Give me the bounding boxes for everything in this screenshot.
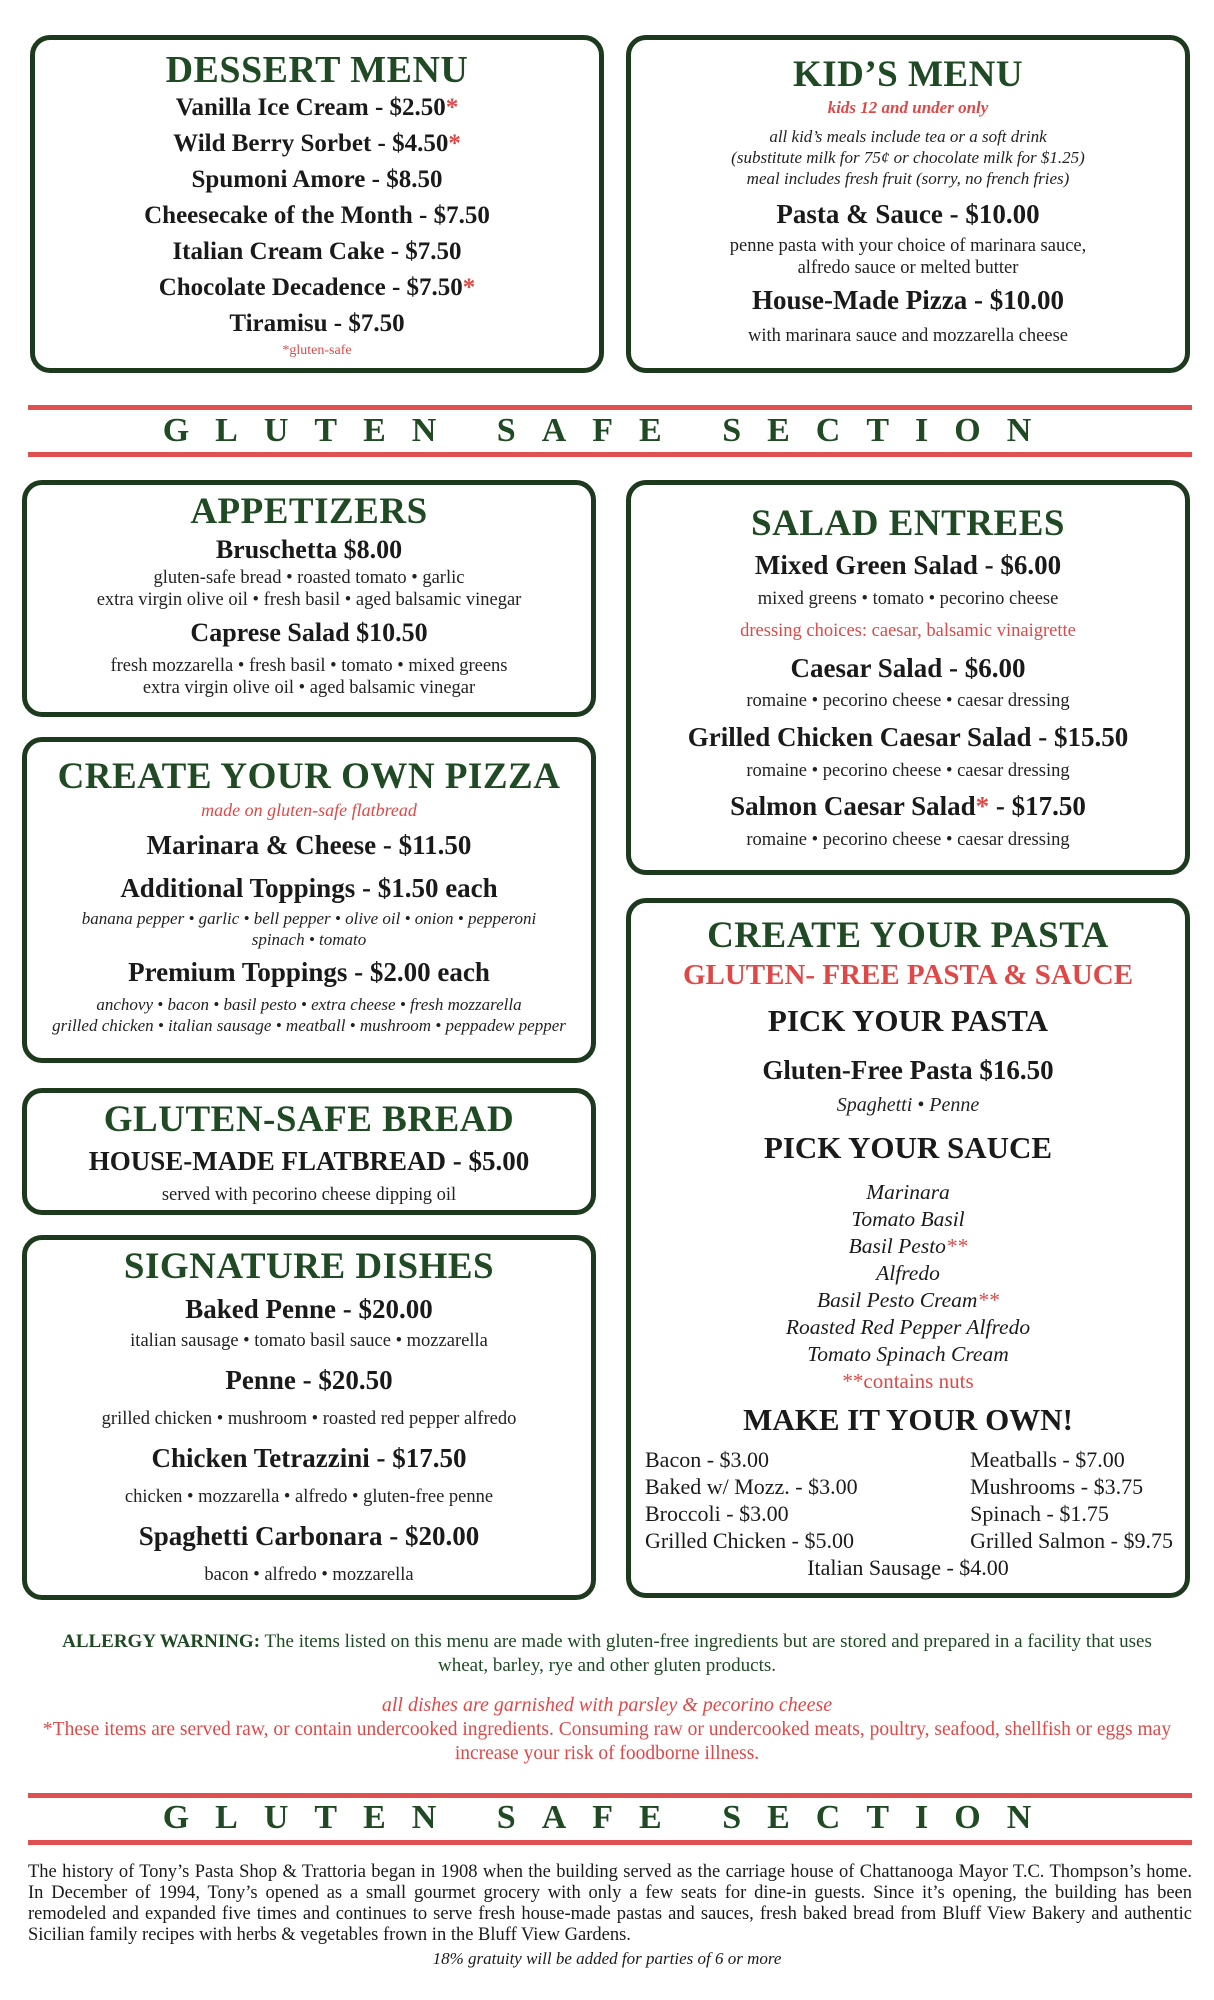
- pasta-box: [626, 898, 1190, 1598]
- signature-desc: grilled chicken • mushroom • roasted red pepper alfredo: [101, 1409, 517, 1429]
- dessert-item: Wild Berry Sorbet - $4.50*: [173, 130, 461, 157]
- appetizer-desc: gluten-safe bread • roasted tomato • garlic: [153, 568, 465, 588]
- pasta-item: Gluten-Free Pasta $16.50: [762, 1055, 1054, 1085]
- pizza-item: Marinara & Cheese - $11.50: [146, 830, 472, 860]
- sauce-item: Basil Pesto**: [848, 1234, 968, 1258]
- make-it-your-own-heading: MAKE IT YOUR OWN!: [743, 1402, 1073, 1437]
- sauce-item: Basil Pesto Cream**: [817, 1288, 999, 1312]
- pizza-toppings: grilled chicken • italian sausage • meatball • mushroom • peppadew pepper: [52, 1016, 566, 1035]
- pizza-subtitle: made on gluten-safe flatbread: [201, 800, 417, 820]
- pizza-box: [22, 737, 596, 1063]
- addons-right: [970, 1446, 1175, 1554]
- dessert-menu-box: [30, 35, 604, 373]
- addon-item: Mushrooms - $3.75: [970, 1474, 1144, 1499]
- salad-desc: romaine • pecorino cheese • caesar dressing: [746, 691, 1070, 711]
- pasta-types: Spaghetti • Penne: [836, 1094, 980, 1116]
- kids-info: meal includes fresh fruit (sorry, no french fries): [746, 169, 1070, 188]
- dressing-choices: dressing choices: caesar, balsamic vinaigrette: [740, 621, 1076, 641]
- signature-item: Spaghetti Carbonara - $20.00: [138, 1521, 480, 1551]
- kids-info: all kid’s meals include tea or a soft drink: [769, 127, 1047, 146]
- addon-item: Baked w/ Mozz. - $3.00: [645, 1474, 858, 1499]
- appetizer-desc: extra virgin olive oil • fresh basil • aged balsamic vinegar: [96, 590, 522, 610]
- appetizer-desc: extra virgin olive oil • aged balsamic vinegar: [142, 678, 476, 698]
- pizza-toppings: spinach • tomato: [251, 930, 367, 949]
- kids-item-pizza: House-Made Pizza - $10.00: [752, 285, 1064, 315]
- signature-item: Baked Penne - $20.00: [185, 1294, 433, 1324]
- dessert-item: Italian Cream Cake - $7.50: [172, 238, 462, 265]
- gluten-safe-note: *gluten-safe: [282, 343, 352, 358]
- addon-item: Italian Sausage - $4.00: [807, 1555, 1009, 1580]
- bread-box: [22, 1088, 596, 1215]
- pizza-toppings: banana pepper • garlic • bell pepper • olive oil • onion • pepperoni: [81, 909, 537, 928]
- dessert-item: Spumoni Amore - $8.50: [191, 166, 443, 193]
- gratuity-note: 18% gratuity will be added for parties of 6 or more: [432, 1949, 782, 1968]
- sauce-item: Tomato Basil: [851, 1207, 965, 1231]
- signature-box: [22, 1235, 596, 1600]
- addons-grid: [631, 1446, 1185, 1554]
- kids-item-desc: alfredo sauce or melted butter: [797, 258, 1019, 278]
- sauce-list: [631, 1179, 1185, 1368]
- pizza-title: CREATE YOUR OWN PIZZA: [57, 756, 561, 797]
- salad-item: Grilled Chicken Caesar Salad - $15.50: [687, 722, 1129, 752]
- kids-info: (substitute milk for 75¢ or chocolate milk for $1.25): [731, 148, 1085, 167]
- dessert-item: Chocolate Decadence - $7.50*: [158, 274, 476, 301]
- dessert-item: Cheesecake of the Month - $7.50: [144, 202, 490, 229]
- signature-title: SIGNATURE DISHES: [123, 1246, 495, 1287]
- dessert-item: Tiramisu - $7.50: [229, 310, 405, 337]
- bread-title: GLUTEN-SAFE BREAD: [103, 1099, 515, 1140]
- signature-desc: bacon • alfredo • mozzarella: [204, 1565, 414, 1585]
- kids-menu-title: KID’S MENU: [792, 54, 1024, 95]
- allergy-warning-text: The items listed on this menu are made with gluten-free ingredients but are stored and prepared in a facility that uses wheat, barley, rye and other gluten products.: [260, 1631, 1152, 1676]
- kids-menu-box: [626, 35, 1190, 373]
- appetizer-item: Caprese Salad $10.50: [190, 618, 428, 647]
- signature-item: Chicken Tetrazzini - $17.50: [151, 1443, 467, 1473]
- dessert-item: Vanilla Ice Cream - $2.50*: [175, 94, 459, 121]
- dessert-menu-title: DESSERT MENU: [165, 49, 469, 91]
- pizza-item: Premium Toppings - $2.00 each: [128, 957, 490, 987]
- salad-desc: mixed greens • tomato • pecorino cheese: [757, 589, 1059, 609]
- gluten-safe-banner: GLUTEN SAFE SECTION: [162, 412, 1058, 449]
- gluten-safe-banner: GLUTEN SAFE SECTION: [162, 1799, 1058, 1836]
- pick-pasta-heading: PICK YOUR PASTA: [767, 1003, 1049, 1038]
- divider-line: [28, 452, 1192, 457]
- appetizer-item: Bruschetta $8.00: [215, 535, 403, 564]
- sauce-item: Marinara: [866, 1180, 950, 1204]
- addon-item: Spinach - $1.75: [970, 1501, 1109, 1526]
- addons-left: [641, 1446, 858, 1554]
- kids-item-desc: penne pasta with your choice of marinara sauce,: [729, 236, 1087, 256]
- sauce-item: Roasted Red Pepper Alfredo: [785, 1315, 1031, 1339]
- contains-nuts-note: **contains nuts: [842, 1369, 974, 1393]
- addon-item: Broccoli - $3.00: [645, 1501, 789, 1526]
- kids-item-pasta: Pasta & Sauce - $10.00: [776, 199, 1040, 229]
- addon-item: Meatballs - $7.00: [970, 1447, 1125, 1472]
- appetizer-desc: fresh mozzarella • fresh basil • tomato • mixed greens: [110, 656, 508, 676]
- salad-box: [626, 480, 1190, 875]
- appetizers-title: APPETIZERS: [190, 491, 428, 532]
- pasta-title: CREATE YOUR PASTA: [707, 915, 1109, 956]
- allergy-warning: [36, 1630, 1178, 1678]
- salad-item: Salmon Caesar Salad* - $17.50: [730, 791, 1086, 821]
- salad-item: Mixed Green Salad - $6.00: [754, 550, 1062, 580]
- kids-item-desc: with marinara sauce and mozzarella cheese: [748, 326, 1068, 346]
- appetizers-box: [22, 480, 596, 717]
- addon-item: Grilled Chicken - $5.00: [645, 1528, 854, 1553]
- pick-sauce-heading: PICK YOUR SAUCE: [763, 1130, 1053, 1165]
- salad-desc: romaine • pecorino cheese • caesar dressing: [746, 830, 1070, 850]
- dessert-items: [35, 90, 599, 342]
- salad-item: Caesar Salad - $6.00: [790, 653, 1026, 683]
- salad-title: SALAD ENTREES: [751, 503, 1065, 544]
- raw-food-warning: *These items are served raw, or contain undercooked ingredients. Consuming raw or undercooked meats, poultry, seafood, shellfish or eggs may increase your risk of foodborne illness.: [42, 1719, 1172, 1764]
- kids-age-note: kids 12 and under only: [827, 98, 989, 117]
- signature-item: Penne - $20.50: [225, 1365, 393, 1395]
- addon-item: Bacon - $3.00: [645, 1447, 770, 1472]
- divider-line: [28, 1840, 1192, 1845]
- signature-desc: chicken • mozzarella • alfredo • gluten-free penne: [124, 1487, 494, 1507]
- pizza-item: Additional Toppings - $1.50 each: [120, 873, 498, 903]
- bread-item: HOUSE-MADE FLATBREAD - $5.00: [88, 1146, 530, 1176]
- sauce-item: Tomato Spinach Cream: [807, 1342, 1009, 1366]
- bread-desc: served with pecorino cheese dipping oil: [161, 1185, 457, 1205]
- pasta-subtitle: GLUTEN- FREE PASTA & SAUCE: [682, 959, 1134, 991]
- allergy-warning-label: ALLERGY WARNING:: [62, 1631, 261, 1652]
- garnish-note: all dishes are garnished with parsley & pecorino cheese: [381, 1694, 833, 1716]
- pizza-toppings: anchovy • bacon • basil pesto • extra cheese • fresh mozzarella: [96, 995, 522, 1014]
- sauce-item: Alfredo: [876, 1261, 940, 1285]
- history-text: The history of Tony’s Pasta Shop & Trattoria began in 1908 when the building served as the carriage house of Chattanooga Mayor T.C. Thompson’s home. In December of 1994, Tony’s opened as a small gourmet grocery with only a few seats for dine-in guests. Since it’s opening, the building has been remodeled and expanded five times and continues to serve fresh house-made pastas and sauces, fresh baked bread from Bluff View Bakery and authentic Sicilian family recipes with herbs & vegetables frown in the Bluff View Gardens.: [28, 1862, 1192, 1945]
- signature-desc: italian sausage • tomato basil sauce • mozzarella: [130, 1331, 488, 1351]
- addon-item: Grilled Salmon - $9.75: [970, 1528, 1173, 1553]
- salad-desc: romaine • pecorino cheese • caesar dressing: [746, 761, 1070, 781]
